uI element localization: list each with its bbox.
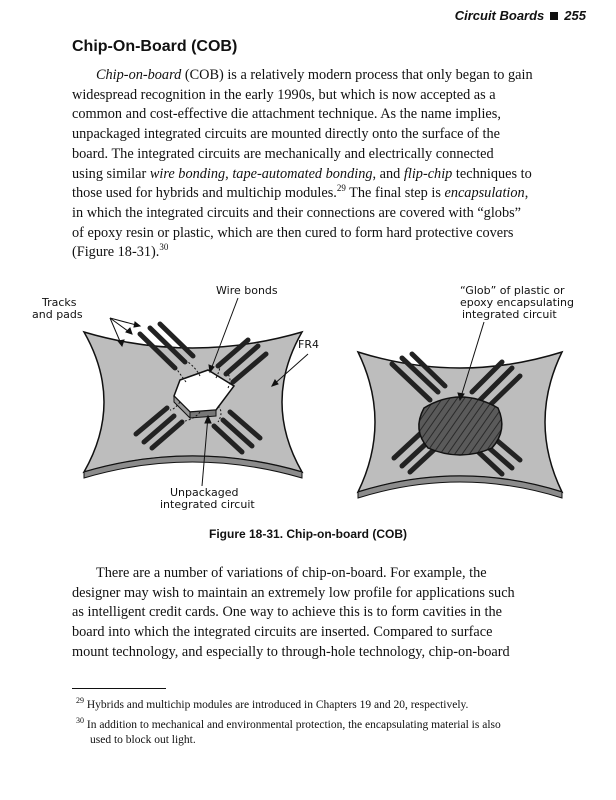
p1-sep1: , <box>225 165 233 182</box>
term-wire-bonding: wire bonding <box>149 165 226 182</box>
running-head <box>455 8 586 23</box>
p1-line4: unpackaged integrated circuits are mounted directly onto the surface of the <box>72 126 500 143</box>
page-number: 255 <box>564 8 586 23</box>
die-front <box>190 410 216 418</box>
term-chip-on-board: Chip-on-board <box>96 67 182 83</box>
p2-line1: There are a number of variations of chip-on-board. For example, the <box>96 565 487 581</box>
footnote-ref-30: 30 <box>159 242 169 253</box>
square-bullet-icon <box>550 12 558 20</box>
p1-line7-pre: those used for hybrids and multichip modules. <box>72 185 337 202</box>
label-wire-bonds: Wire bonds <box>216 284 278 297</box>
label-unpackaged-line2: integrated circuit <box>160 498 255 511</box>
label-glob-line3: integrated circuit <box>462 308 557 321</box>
p1-line7-end: , <box>524 185 529 202</box>
figure-chip-on-board <box>32 282 590 526</box>
p1-sep2: , and <box>372 165 404 182</box>
p2-line3: as intelligent credit cards. One way to achieve this is to form cavities in the <box>72 604 502 621</box>
p1-line6-post: techniques to <box>452 165 532 182</box>
p1-line8: in which the integrated circuits and their connections are covered with “globs” <box>72 204 521 221</box>
cob-illustration <box>32 282 590 526</box>
label-glob-line2: epoxy encapsulating <box>460 296 574 309</box>
paragraph-cob-intro <box>72 66 550 263</box>
term-tape-automated-bonding: tape-automated bonding <box>232 165 373 182</box>
label-fr4: FR4 <box>298 338 319 351</box>
right-board <box>358 284 574 498</box>
p1-line1: (COB) is a relatively modern process that only began to gain <box>181 67 533 83</box>
epoxy-glob <box>419 397 502 455</box>
label-glob-line1: “Glob” of plastic or <box>460 284 565 297</box>
label-unpackaged-line1: Unpackaged <box>170 486 239 499</box>
footnote-30 <box>76 713 546 748</box>
term-flip-chip: flip-chip <box>403 165 453 182</box>
p2-line5: mount technology, and especially to through-hole technology, chip-on-board <box>72 643 510 660</box>
footnote-30-text-line2: used to block out light. <box>90 733 196 746</box>
p2-line2: designer may wish to maintain an extremely low profile for applications such <box>72 584 515 601</box>
footnote-30-text-line1: In addition to mechanical and environmental protection, the encapsulating material is also <box>86 718 501 731</box>
figure-caption: Figure 18-31. Chip-on-board (COB) <box>209 527 407 541</box>
running-head-section: Circuit Boards <box>454 8 545 23</box>
label-tracks-line2: and pads <box>32 308 83 321</box>
p1-line5: board. The integrated circuits are mechanically and electrically connected <box>72 145 494 162</box>
footnote-29-number: 29 <box>76 696 84 705</box>
left-board <box>32 284 319 511</box>
p1-line9: of epoxy resin or plastic, which are then cured to form hard protective covers <box>72 224 514 241</box>
p1-line10: (Figure 18-31). <box>72 244 160 261</box>
p2-line4: board into which the integrated circuits are inserted. Compared to surface <box>72 624 493 641</box>
label-tracks-line1: Tracks <box>42 296 77 309</box>
footnote-29 <box>76 693 546 713</box>
p1-line3: common and cost-effective die attachment technique. As the name implies, <box>72 106 501 123</box>
paragraph-variations <box>72 564 550 663</box>
p1-line6-pre: using similar <box>72 165 150 182</box>
footnote-divider <box>72 688 166 689</box>
p1-line2: widespread recognition in the early 1990s, but which is now accepted as a <box>72 86 496 103</box>
footnote-ref-29: 29 <box>336 183 346 194</box>
section-title: Chip-On-Board (COB) <box>72 38 238 55</box>
footnote-30-number: 30 <box>76 716 84 725</box>
p1-line7-post: The final step is <box>345 185 445 202</box>
footnote-29-text: Hybrids and multichip modules are introduced in Chapters 19 and 20, respectively. <box>86 698 469 711</box>
term-encapsulation: encapsulation <box>444 185 525 202</box>
